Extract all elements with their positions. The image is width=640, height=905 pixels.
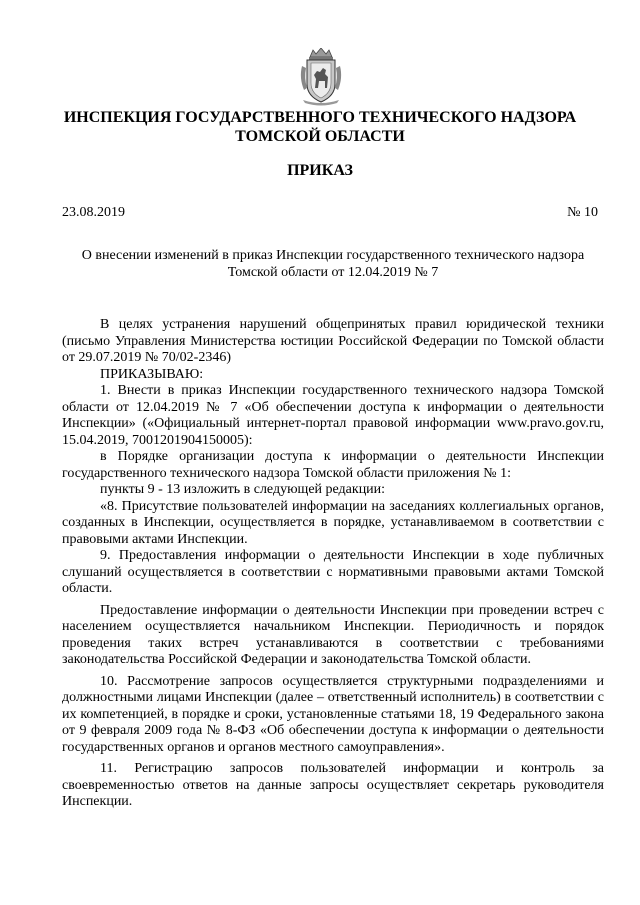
subject-line2: Томской области от 12.04.2019 № 7 — [227, 264, 439, 280]
document-type: ПРИКАЗ — [287, 162, 353, 179]
document-number: № 10 — [567, 205, 598, 220]
organization-name-line2: ТОМСКОЙ ОБЛАСТИ — [235, 128, 405, 145]
organization-name-line1: ИНСПЕКЦИЯ ГОСУДАРСТВЕННОГО ТЕХНИЧЕСКОГО НАДЗОРА — [63, 109, 577, 126]
body-paragraph: пункты 9 - 13 изложить в следующей редакции: — [100, 482, 386, 497]
body-paragraph: 1. Внести в приказ Инспекции государственного технического надзора Томской области от 12.04.2019 № 7 «Об обеспечении доступа к информации о деятельности Инспекции» («Официальный интернет-портал правовой информации www.pravo.gov.ru, 15.04.2019, 7001201904150005): — [62, 383, 604, 448]
document-date: 23.08.2019 — [62, 205, 125, 220]
body-paragraph: в Порядке организации доступа к информации о деятельности Инспекции государственного технического надзора Томской области приложения № 1: — [62, 449, 604, 481]
tomsk-oblast-coat-of-arms-icon — [298, 48, 344, 106]
body-paragraph: 10. Рассмотрение запросов осуществляется структурными подразделениями и должностными лицами Инспекции (далее – ответственный исполнитель) в соответствии с их компетенцией, в порядке и сроки, установленные статьями 18, 19 Федерального закона от 9 февраля 2009 года № 8-ФЗ «Об обеспечении доступа к информации о деятельности государственных органов и органов местного самоуправления». — [62, 673, 604, 755]
subject-line1: О внесении изменений в приказ Инспекции государственного технического надзора — [81, 248, 585, 263]
body-paragraph: В целях устранения нарушений общепринятых правил юридической техники (письмо Управления Министерства юстиции Российской Федерации по Томской области от 29.07.2019 № 70/02-2346) — [62, 317, 604, 365]
document-body — [62, 317, 604, 811]
body-paragraph: «8. Присутствие пользователей информации на заседаниях коллегиальных органов, созданных в Инспекции, осуществляется в порядке, устанавливаемом в соответствии с правовыми актами Инспекции. — [62, 498, 604, 547]
body-paragraph: Предоставление информации о деятельности Инспекции при проведении встреч с населением осуществляется начальником Инспекции. Периодичность и порядок проведения таких встреч устанавливаются в соответствии с требованиями законодательства Российской Федерации и законодательства Томской области. — [62, 602, 604, 667]
body-paragraph: 11. Регистрацию запросов пользователей информации и контроль за своевременностью ответов на данные запросы осуществляет секретарь руководителя Инспекции. — [62, 761, 604, 809]
body-paragraph: 9. Предоставления информации о деятельности Инспекции в ходе публичных слушаний осуществляется в соответствии с нормативными правовыми актами Томской области. — [62, 548, 604, 596]
body-paragraph: ПРИКАЗЫВАЮ: — [100, 366, 204, 382]
document-subject — [62, 248, 604, 281]
